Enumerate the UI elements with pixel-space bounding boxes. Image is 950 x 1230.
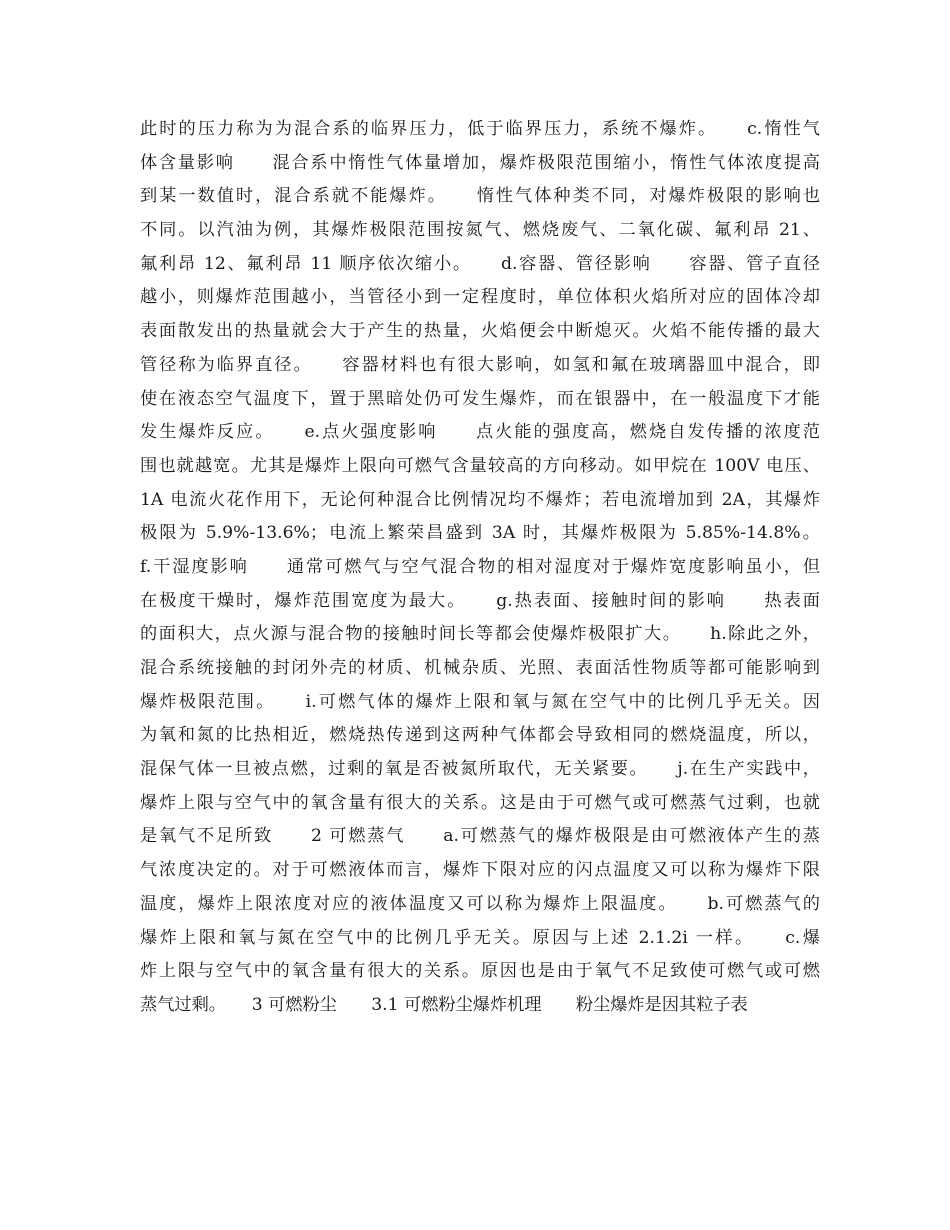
text-line: 不同。以汽油为例，其爆炸极限范围按氮气、燃烧废气、二氧化碳、氟利昂 21、 xyxy=(140,220,820,241)
text-line: 发生爆炸反应。 e.点火强度影响 点火能的强度高，燃烧自发传播的浓度范 xyxy=(140,422,820,443)
text-line: 1A 电流火花作用下，无论何种混合比例情况均不爆炸；若电流增加到 2A，其爆炸 xyxy=(140,489,820,510)
text-line: 炸上限与空气中的氧含量有很大的关系。原因也是由于氧气不足致使可燃气或可燃 xyxy=(140,961,820,982)
text-line: 的面积大，点火源与混合物的接触时间长等都会使爆炸极限扩大。 h.除此之外， xyxy=(140,624,820,645)
text-line: 温度，爆炸上限浓度对应的液体温度又可以称为爆炸上限温度。 b.可燃蒸气的 xyxy=(140,893,820,914)
text-line: 体含量影响 混合系中惰性气体量增加，爆炸极限范围缩小，惰性气体浓度提高 xyxy=(140,152,820,173)
text-line: 气浓度决定的。对于可燃液体而言，爆炸下限对应的闪点温度又可以称为爆炸下限 xyxy=(140,860,820,881)
text-line: 表面散发出的热量就会大于产生的热量，火焰便会中断熄灭。火焰不能传播的最大 xyxy=(140,321,820,342)
body-text xyxy=(140,113,820,1023)
text-line: 氟利昂 12、氟利昂 11 顺序依次缩小。 d.容器、管径影响 容器、管子直径 xyxy=(140,253,820,274)
text-line: 爆炸极限范围。 i.可燃气体的爆炸上限和氧与氮在空气中的比例几乎无关。因 xyxy=(140,691,820,712)
text-line: 混保气体一旦被点燃，过剩的氧是否被氮所取代，无关紧要。 j.在生产实践中， xyxy=(140,759,820,780)
text-line: 越小，则爆炸范围越小，当管径小到一定程度时，单位体积火焰所对应的固体冷却 xyxy=(140,287,820,308)
text-line: f.干湿度影响 通常可燃气与空气混合物的相对湿度对于爆炸宽度影响虽小，但 xyxy=(140,556,820,577)
text-line: 是氧气不足所致 2 可燃蒸气 a.可燃蒸气的爆炸极限是由可燃液体产生的蒸 xyxy=(140,826,820,847)
text-line: 使在液态空气温度下，置于黑暗处仍可发生爆炸，而在银器中，在一般温度下才能 xyxy=(140,388,820,409)
text-line: 极限为 5.9%-13.6%；电流上繁荣昌盛到 3A 时，其爆炸极限为 5.85%-14.8%。 xyxy=(140,523,820,544)
text-line: 爆炸上限和氧与氮在空气中的比例几乎无关。原因与上述 2.1.2i 一样。 c.爆 xyxy=(140,927,820,948)
text-line: 到某一数值时，混合系就不能爆炸。 惰性气体种类不同，对爆炸极限的影响也 xyxy=(140,186,820,207)
text-line: 围也就越宽。尤其是爆炸上限向可燃气含量较高的方向移动。如甲烷在 100V 电压、 xyxy=(140,455,820,476)
text-line: 蒸气过剩。 3 可燃粉尘 3.1 可燃粉尘爆炸机理 粉尘爆炸是因其粒子表 xyxy=(140,994,748,1015)
text-line: 此时的压力称为为混合系的临界压力，低于临界压力，系统不爆炸。 c.惰性气 xyxy=(140,119,820,139)
text-line: 管径称为临界直径。 容器材料也有很大影响，如氢和氟在玻璃器皿中混合，即 xyxy=(140,354,820,375)
text-line: 为氧和氮的比热相近，燃烧热传递到这两种气体都会导致相同的燃烧温度，所以， xyxy=(140,725,820,746)
text-line: 在极度干燥时，爆炸范围宽度为最大。 g.热表面、接触时间的影响 热表面 xyxy=(140,590,820,611)
text-line: 爆炸上限与空气中的氧含量有很大的关系。这是由于可燃气或可燃蒸气过剩，也就 xyxy=(140,792,820,813)
text-line: 混合系统接触的封闭外壳的材质、机械杂质、光照、表面活性物质等都可能影响到 xyxy=(140,658,820,678)
